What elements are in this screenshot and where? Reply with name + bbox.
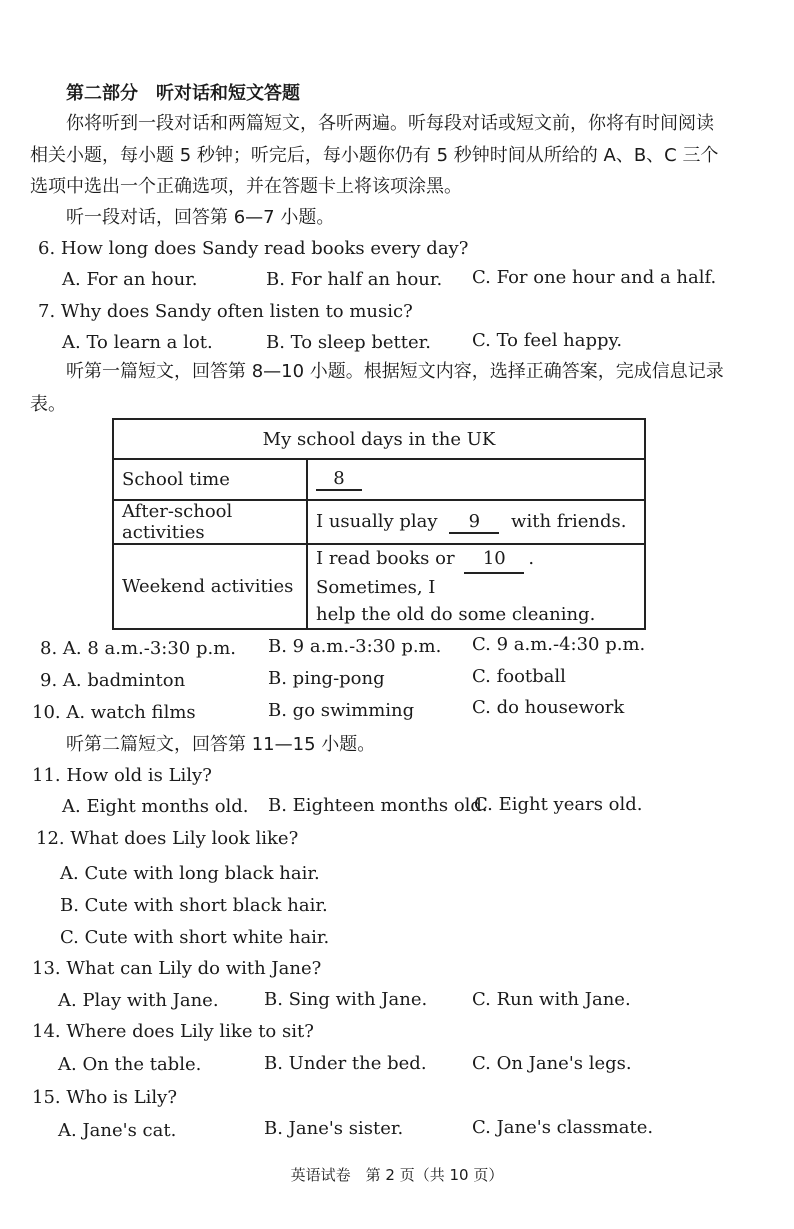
section-passage1-heading: 听第一篇短文，回答第 8—10 小题。根据短文内容，选择正确答案，完成信息记录: [66, 361, 724, 382]
info-record-table: [112, 418, 646, 630]
question-8-option-c: C. 9 a.m.-4:30 p.m.: [472, 634, 646, 655]
question-9-option-b: B. ping-pong: [268, 668, 385, 689]
question-8-option-b: B. 9 a.m.-3:30 p.m.: [268, 636, 442, 657]
question-6-option-a: A. For an hour.: [62, 269, 198, 290]
question-12-option-c: C. Cute with short white hair.: [60, 927, 330, 948]
instruction-line-3: 选项中选出一个正确选项，并在答题卡上将该项涂黑。: [30, 176, 462, 197]
row2-suffix: with friends.: [511, 510, 627, 532]
question-7-option-b: B. To sleep better.: [266, 332, 432, 353]
question-14-option-b: B. Under the bed.: [264, 1053, 427, 1074]
section-passage2-heading: 听第二篇短文，回答第 11—15 小题。: [66, 734, 376, 755]
question-13-option-c: C. Run with Jane.: [472, 989, 631, 1010]
row2-prefix: I usually play: [316, 510, 438, 532]
section-dialogue-heading: 听一段对话，回答第 6—7 小题。: [66, 207, 335, 228]
part-title: 第二部分 听对话和短文答题: [66, 83, 300, 104]
question-12-option-b: B. Cute with short black hair.: [60, 895, 328, 916]
instruction-line-2: 相关小题，每小题 5 秒钟；听完后，每小题你仍有 5 秒钟时间从所给的 A、B、C 三个: [30, 145, 719, 166]
question-7-option-a: A. To learn a lot.: [62, 332, 213, 353]
question-13-option-a: A. Play with Jane.: [58, 990, 219, 1011]
table-cell-after-school: [307, 500, 645, 544]
question-15-option-a: A. Jane's cat.: [58, 1120, 177, 1141]
question-6-option-b: B. For half an hour.: [266, 269, 443, 290]
table-cell-weekend: [307, 544, 645, 629]
table-label-weekend: Weekend activities: [113, 544, 307, 629]
question-13-option-b: B. Sing with Jane.: [264, 989, 428, 1010]
question-7-option-c: C. To feel happy.: [472, 330, 623, 351]
question-15-option-b: B. Jane's sister.: [264, 1118, 404, 1139]
question-9-option-a: 9. A. badminton: [40, 670, 186, 691]
question-8-option-a: 8. A. 8 a.m.-3:30 p.m.: [40, 638, 237, 659]
question-14-stem: 14. Where does Lily like to sit?: [32, 1021, 314, 1042]
page-footer: 英语试卷 第 2 页（共 10 页）: [290, 1166, 504, 1184]
question-12-option-a: A. Cute with long black hair.: [60, 863, 320, 884]
question-13-stem: 13. What can Lily do with Jane?: [32, 958, 322, 979]
table-title: My school days in the UK: [113, 419, 645, 459]
blank-8: 8: [316, 468, 362, 491]
blank-9: 9: [449, 511, 499, 534]
question-6-option-c: C. For one hour and a half.: [472, 267, 717, 288]
question-11-stem: 11. How old is Lily?: [32, 765, 212, 786]
table-cell-school-time: [307, 459, 645, 500]
question-10-option-b: B. go swimming: [268, 700, 415, 721]
row3-prefix: I read books or: [316, 548, 455, 569]
question-15-stem: 15. Who is Lily?: [32, 1087, 178, 1108]
question-10-option-a: 10. A. watch films: [32, 702, 196, 723]
section-passage1-heading-cont: 表。: [30, 394, 66, 415]
question-6-stem: 6. How long does Sandy read books every day?: [38, 238, 469, 259]
question-15-option-c: C. Jane's classmate.: [472, 1117, 654, 1138]
question-9-option-c: C. football: [472, 666, 566, 687]
row3-suffix: . Sometimes, I: [316, 548, 535, 598]
question-14-option-a: A. On the table.: [58, 1054, 202, 1075]
table-label-school-time: School time: [113, 459, 307, 500]
question-14-option-c: C. On Jane's legs.: [472, 1053, 632, 1074]
question-11-option-a: A. Eight months old.: [62, 796, 249, 817]
question-12-stem: 12. What does Lily look like?: [36, 828, 299, 849]
blank-10: 10: [464, 545, 524, 574]
question-11-option-c: C. Eight years old.: [474, 794, 643, 815]
question-10-option-c: C. do housework: [472, 697, 625, 718]
question-7-stem: 7. Why does Sandy often listen to music?: [38, 301, 413, 322]
table-label-after-school: After-school activities: [113, 500, 307, 544]
question-11-option-b: B. Eighteen months old.: [268, 795, 488, 816]
row3-line2: help the old do some cleaning.: [316, 604, 596, 625]
instruction-line-1: 你将听到一段对话和两篇短文，各听两遍。听每段对话或短文前，你将有时间阅读: [66, 113, 714, 134]
